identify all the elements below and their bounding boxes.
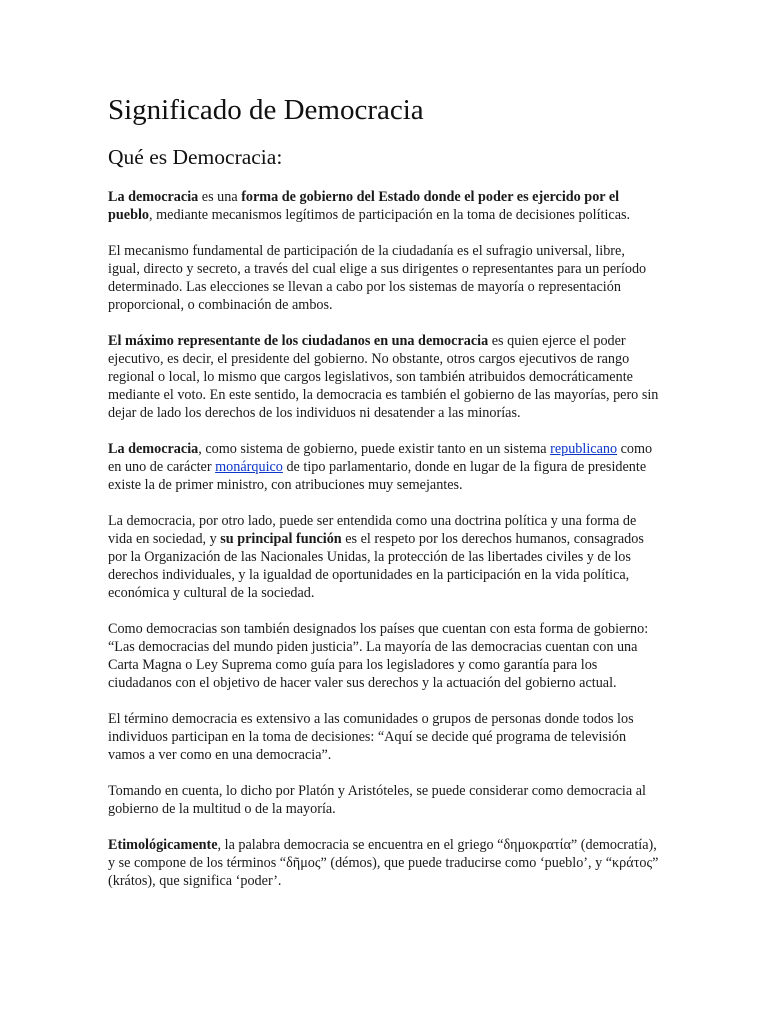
- paragraph-etimologia: Etimológicamente, la palabra democracia se encuentra en el griego “δημοκρατία” (democratía), y se compone de los términos “δῆμος” (démos), que puede traducirse como ‘pueblo’, y “κράτος” (krátos), que significa ‘poder’.: [108, 837, 659, 889]
- bold-term: La democracia: [108, 441, 199, 457]
- bold-term: Etimológicamente: [108, 837, 218, 853]
- paragraph-paises: Como democracias son también designados los países que cuentan con esta forma de gobierno: “Las democracias del mundo piden justicia”. La mayoría de las democracias cuentan con una Carta Magna o Ley Suprema como guía para los legisladores y como garantía para los ciudadanos con el objetivo de hacer valer sus derechos y la actuación del gobierno actual.: [108, 621, 649, 691]
- section-heading: Qué es Democracia:: [108, 145, 283, 169]
- paragraph-platon: Tomando en cuenta, lo dicho por Platón y Aristóteles, se puede considerar como democracia al gobierno de la multitud o de la mayoría.: [108, 783, 646, 817]
- bold-phrase: forma de gobierno del Estado donde el poder es ejercido por el pueblo: [108, 189, 620, 223]
- bold-term: La democracia: [108, 189, 199, 205]
- paragraph-doctrina: La democracia, por otro lado, puede ser entendida como una doctrina política y una forma de vida en sociedad, y su principal función es el respeto por los derechos humanos, consagrados por la Organización de las Nacionales Unidas, la protección de las libertades civiles y de los derechos individuales, y la igualdad de oportunidades en la participación en la vida política, económica y cultural de la sociedad.: [108, 513, 644, 601]
- bold-phrase: su principal función: [220, 531, 342, 547]
- document-page: [108, 92, 660, 908]
- page-title: Significado de Democracia: [108, 94, 424, 126]
- link-monarquico[interactable]: monárquico: [215, 459, 283, 475]
- paragraph-representante: El máximo representante de los ciudadanos en una democracia es quien ejerce el poder ejecutivo, es decir, el presidente del gobierno. No obstante, otros cargos ejecutivos de rango regional o local, lo mismo que cargos legislativos, son también atribuidos democráticamente mediante el voto. En este sentido, la democracia es también el gobierno de las mayorías, pero sin dejar de lado los derechos de los individuos ni desatender a las minorías.: [108, 333, 659, 421]
- bold-phrase: El máximo representante de los ciudadanos en una democracia: [108, 333, 489, 349]
- paragraph-sistema: La democracia, como sistema de gobierno, puede existir tanto en un sistema republicano como en uno de carácter monárquico de tipo parlamentario, donde en lugar de la figura de presidente existe la de primer ministro, con atribuciones muy semejantes.: [108, 441, 653, 493]
- paragraph-comunidades: El término democracia es extensivo a las comunidades o grupos de personas donde todos los individuos participan en la toma de decisiones: “Aquí se decide qué programa de televisión vamos a ver como en una democracia”.: [108, 711, 634, 763]
- paragraph-sufragio: El mecanismo fundamental de participación de la ciudadanía es el sufragio universal, libre, igual, directo y secreto, a través del cual elige a sus dirigentes o representantes para un período determinado. Las elecciones se llevan a cabo por los sistemas de mayoría o representación proporcional, o combinación de ambos.: [108, 243, 647, 313]
- link-republicano[interactable]: republicano: [550, 441, 618, 457]
- paragraph-definition: La democracia es una forma de gobierno del Estado donde el poder es ejercido por el pueblo, mediante mecanismos legítimos de participación en la toma de decisiones políticas.: [108, 189, 631, 223]
